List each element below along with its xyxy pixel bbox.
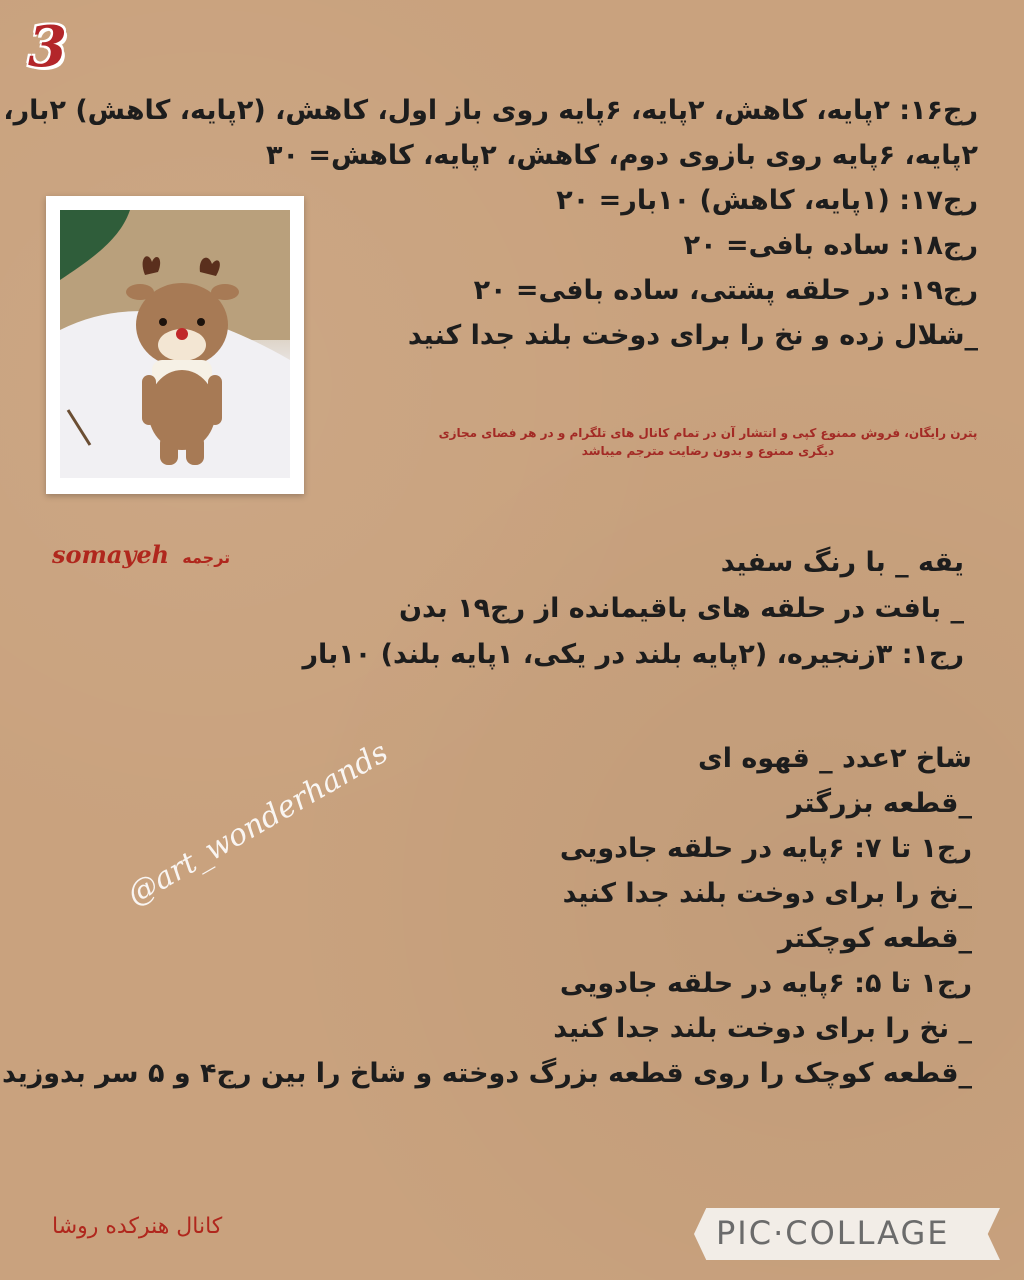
- copyright-line-2: دیگری ممنوع و بدون رضایت مترجم میباشد: [581, 444, 835, 458]
- antler-big-yarn: _نخ را برای دوخت بلند جدا کنید: [562, 878, 972, 909]
- row-19: رج۱۹: در حلقه پشتی، ساده بافی= ۲۰: [473, 275, 978, 306]
- copyright-notice: [420, 424, 996, 460]
- reindeer-photo-frame: [46, 196, 304, 494]
- collar-row-1: رج۱: ۳زنجیره، (۲پایه بلند در یکی، ۱پایه بلند) ۱۰بار: [302, 639, 964, 670]
- collar-step: _ بافت در حلقه های باقیمانده از رج۱۹ بدن: [399, 593, 964, 624]
- page-number: 3: [28, 14, 67, 80]
- row-17: رج۱۷: (۱پایه، کاهش) ۱۰بار= ۲۰: [556, 185, 978, 216]
- antler-small-rows: رج۱ تا ۵: ۶پایه در حلقه جادویی: [559, 968, 972, 999]
- row-16-line-1: رج۱۶: ۲پایه، کاهش، ۲پایه، ۶پایه روی باز اول، کاهش، (۲پایه، کاهش) ۲بار،: [3, 95, 978, 126]
- row-18: رج۱۸: ساده بافی= ۲۰: [683, 230, 978, 261]
- antler-big-rows: رج۱ تا ۷: ۶پایه در حلقه جادویی: [559, 833, 972, 864]
- antler-small-yarn: _ نخ را برای دوخت بلند جدا کنید: [553, 1013, 972, 1044]
- piccollage-logo: PIC·COLLAGE: [716, 1214, 950, 1252]
- reindeer-photo: [60, 210, 290, 478]
- translator-name: somayeh: [52, 540, 170, 569]
- antler-assembly: _قطعه کوچک را روی قطعه بزرگ دوخته و شاخ را بین رج۴ و ۵ سر بدوزید: [1, 1058, 972, 1089]
- row-16-line-2: ۲پایه، ۶پایه روی بازوی دوم، کاهش، ۲پایه، کاهش= ۳۰: [266, 140, 978, 171]
- instagram-watermark: @art_wonderhands: [121, 734, 395, 913]
- copyright-line-1: پترن رایگان، فروش ممنوع کپی و انتشار آن در تمام کانال های تلگرام و در هر فضای مجازی: [438, 426, 978, 440]
- channel-name: کانال هنرکده روشا: [52, 1214, 223, 1239]
- collar-title: یقه _ با رنگ سفید: [720, 547, 964, 578]
- translator-label: ترجمه: [182, 548, 231, 567]
- collar-instructions: [64, 540, 964, 678]
- finish-note: _شلال زده و نخ را برای دوخت بلند جدا کنید: [407, 320, 978, 351]
- reindeer-illustration: [60, 210, 290, 478]
- antler-small-piece: _قطعه کوچکتر: [777, 923, 972, 954]
- antler-instructions: [1, 736, 972, 1096]
- antler-title: شاخ ۲عدد _ قهوه ای: [697, 743, 972, 774]
- antler-big-piece: _قطعه بزرگتر: [787, 788, 972, 819]
